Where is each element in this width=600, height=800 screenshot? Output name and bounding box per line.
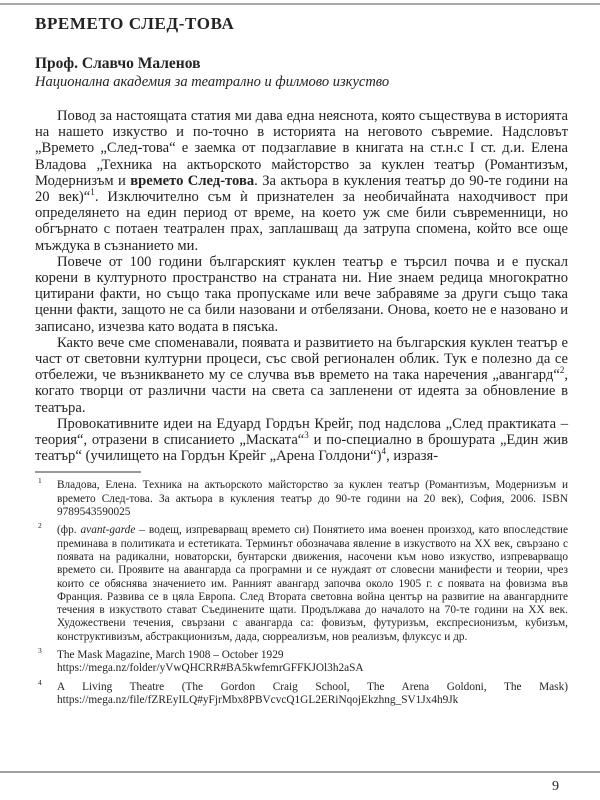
footnote-text: Владова, Елена. Техника на актьорското майсторство за куклен театър (Романтизъм, Модернизъм и времето След-това. За актьора в кукления театър до 90-те години на 20 век), София, 2006. ISBN 9789543590025: [57, 479, 568, 519]
paragraph: Провокативните идеи на Едуард Гордън Крейг, под надслова „След практиката – теория“, отразени в списанието „Маската“$^3$ и по-специално в брошурата „Един жив театър“ (училището на Гордън Крейг „Арена Голдони“)$^4$, изразя-: [35, 415, 568, 465]
footnote-text: A Living Theatre (The Gordon Craig School, The Arena Goldoni, The Mask) https://mega.nz/file/fZREyILQ#yFjrMbx8PBVcvcQ1GL2ERiNqojEkzhng_SV1Jx4h9Jk: [57, 680, 568, 706]
page-content: [35, 10, 568, 712]
footnote-text: (фр. avant-garde – водещ, изпреварващ времето си) Понятието има военен произход, като впоследствие преминава в политиката и естетиката. Терминът обозначава явление в изкуството на ХХ век, свързано с появата на радикални, новаторски, бунтарски движения, насочени към ново изкуство, изпреварващо времето си. Проявите на авангарда са програмни и се нуждаят от словесни манифести и теории, чрез които се обяснява значението им. Ранният авангард започва около 1905 г. с появата на фовизма във Франция. Развива се в цяла Европа. След Втората световна война център на развитие на авангардните течения в изкуството стават Съединените щати. Продължава до началото на 70-те години на ХХ век. Художествени течения, свързани с авангарда са: фовизъм, футуризъм, експресионизъм, кубизъм, конструктивизъм, абстракционизъм, дада, сюрреализъм, нов реализъм, флуксус и др.: [57, 524, 568, 643]
footnote: 2 (фр. avant-garde – водещ, изпреварващ времето си) Понятието има военен произход, като впоследствие преминава в политиката и естетиката. Терминът обозначава явление в изкуството на ХХ век, свързано с появата на радикални, новаторски, бунтарски движения, насочени към ново изкуство, изпреварващо времето си. Проявите на авангарда са програмни и се нуждаят от словесни манифести и теории, чрез които се обяснява значението им. Ранният авангард започва около 1905 г. с появата на фовизма във Франция. Развива се в цяла Европа. След Втората световна война център на развитие на авангардните течения в изкуството стават Съединените щати. Продължава до началото на 70-те години на ХХ век. Художествени течения, свързани с авангарда са: фовизъм, футуризъм, експресионизъм, кубизъм, конструктивизъм, абстракционизъм, дада, сюрреализъм, нов реализъм, флуксус и др.: [38, 521, 568, 643]
paragraph: Повод за настоящата статия ми дава една неяснота, която съществува в историята на нашето изкуство и по-точно в историята на неговото съвремие. Надсловът „Времето „След-това“ е заемка от подзаглавие в книгата на ст.н.с I ст. д.и. Елена Владова „Техника на актьорското майсторство за куклен театър (Романтизъм, Модернизъм и времето След-това. За актьора в кукления театър до 90-те години на 20 век)“$^1$. Изключително съм ѝ признателен за необичайната находчивост при определянето на един период от време, на което уж сме били съвременници, но обгърнато с потаен театрален прах, заплашващ да затрупа спомена, който все още мъждука в съзнанието ми.: [35, 108, 569, 254]
page-title: ВРЕМЕТО СЛЕД-ТОВА: [35, 14, 235, 33]
footnotes: [35, 476, 568, 707]
page-number: 9: [552, 779, 559, 794]
paragraph: Както вече сме споменавали, появата и развитието на българския куклен театър е част от световни културни процеси, със свой регионален облик. Тук е полезно да се отбележи, че възникването му се случва във времето на така наречения „авангард“$^2$, когато творци от различни части на света са запленени от идеята за обновление в театъра.: [35, 334, 568, 416]
author-affiliation: Национална академия за театрално и филмово изкуство: [35, 74, 390, 90]
footnote: 1 Владова, Елена. Техника на актьорското майсторство за куклен театър (Романтизъм, Модернизъм и времето След-това. За актьора в кукления театър до 90-те години на 20 век), София, 2006. ISBN 9789543590025: [38, 476, 568, 519]
article-body: [35, 108, 568, 464]
footer-rule: [0, 771, 600, 773]
footnote: 3 The Mask Magazine, March 1908 – October 1929 https://mega.nz/folder/yVwQHCRR#BA5kwfemrGFFKJOl3h2aSA: [38, 646, 364, 675]
paragraph: Повече от 100 години българският куклен театър е търсил почва и е пускал корени в културното пространство на страната ни. Ние знаем редица многократно цитирани факти, но също така пропускаме или вече забравяме за други също така ценни факти, защото не са били назовани и отбелязани. Онова, което не е назовано и записано, изчезва като водата в пясъка.: [35, 253, 568, 335]
author-name: Проф. Славчо Маленов: [35, 55, 201, 72]
footnote-separator: [35, 471, 141, 473]
footnote-text: The Mask Magazine, March 1908 – October 1929 https://mega.nz/folder/yVwQHCRR#BA5kwfemrGFFKJOl3h2aSA: [57, 649, 364, 675]
header-rule: [0, 3, 600, 5]
footnote: 4 A Living Theatre (The Gordon Craig School, The Arena Goldoni, The Mask) https://mega.nz/file/fZREyILQ#yFjrMbx8PBVcvcQ1GL2ERiNqojEkzhng_SV1Jx4h9Jk: [38, 677, 568, 706]
